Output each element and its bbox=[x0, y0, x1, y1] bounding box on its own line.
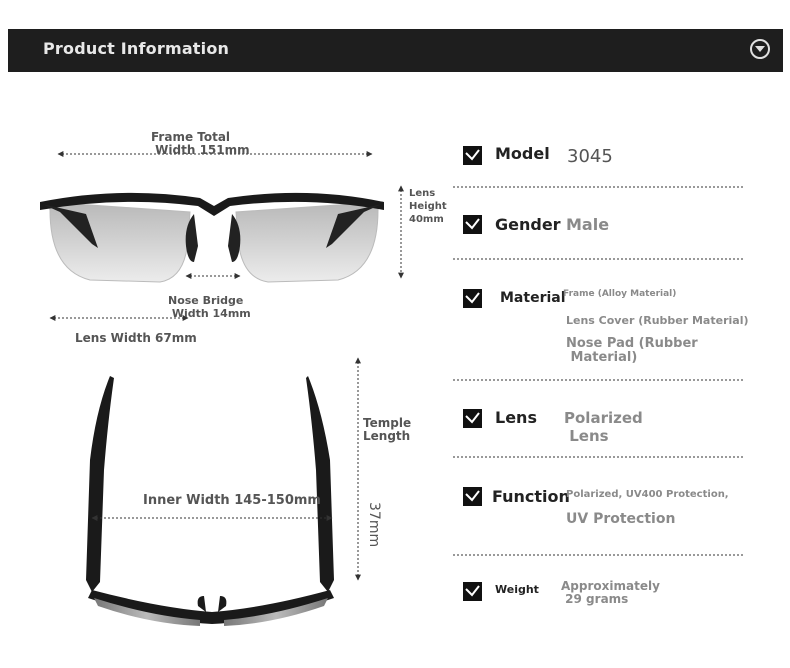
model-value: 3045 bbox=[567, 146, 613, 167]
lens-value: Polarized Lens bbox=[564, 409, 643, 445]
material-value-1: Frame (Alloy Material) bbox=[563, 289, 677, 299]
lens-label: Lens bbox=[495, 408, 537, 427]
model-label: Model bbox=[495, 144, 550, 163]
material-value-2: Lens Cover (Rubber Material) bbox=[566, 314, 749, 327]
check-icon bbox=[463, 146, 482, 165]
function-value-2: UV Protection bbox=[566, 511, 676, 527]
header-title: Product Information bbox=[43, 39, 230, 58]
top-view-glasses bbox=[86, 358, 358, 626]
divider bbox=[453, 456, 743, 458]
check-icon bbox=[463, 289, 482, 308]
weight-label: Weight bbox=[495, 583, 539, 596]
frame-total-width-label: Frame Total Width 151mm bbox=[151, 130, 250, 157]
function-label: Function bbox=[492, 487, 570, 506]
check-icon bbox=[463, 409, 482, 428]
divider bbox=[453, 379, 743, 381]
temple-length-value: 37mm bbox=[366, 502, 382, 548]
divider bbox=[453, 258, 743, 260]
function-value-1: Polarized, UV400 Protection, bbox=[566, 489, 729, 500]
check-icon bbox=[463, 487, 482, 506]
material-label: Material bbox=[500, 290, 566, 306]
inner-width-label: Inner Width 145-150mm bbox=[143, 493, 321, 508]
lens-width-label: Lens Width 67mm bbox=[75, 331, 197, 345]
check-icon bbox=[463, 582, 482, 601]
gender-label: Gender bbox=[495, 215, 561, 234]
chevron-down-circle-icon[interactable] bbox=[750, 39, 770, 59]
divider bbox=[453, 186, 743, 188]
lens-height-label: Lens Height 40mm bbox=[409, 188, 447, 225]
divider bbox=[453, 554, 743, 556]
weight-value: Approximately 29 grams bbox=[561, 579, 660, 606]
material-value-3: Nose Pad (Rubber Material) bbox=[566, 336, 698, 365]
temple-length-label: Temple Length bbox=[363, 416, 412, 443]
gender-value: Male bbox=[566, 215, 610, 234]
check-icon bbox=[463, 215, 482, 234]
nose-bridge-width-label: Nose Bridge Width 14mm bbox=[168, 294, 251, 320]
